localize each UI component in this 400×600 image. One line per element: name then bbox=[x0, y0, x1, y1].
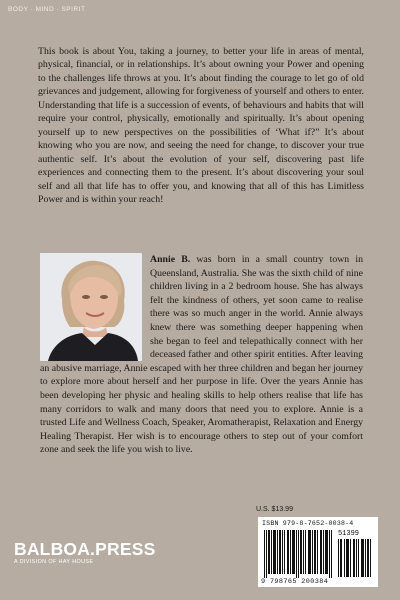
price-label: U.S. $13.99 bbox=[256, 506, 293, 513]
barcode-digits: 9 798765 200384 bbox=[261, 578, 329, 586]
publisher-name: BALBOA.PRESS bbox=[14, 539, 156, 559]
main-barcode-bars bbox=[264, 530, 334, 583]
publisher-logo bbox=[14, 540, 155, 565]
genre-label: BODY · MIND · SPIRIT bbox=[8, 6, 86, 13]
publisher-tagline: A DIVISION OF HAY HOUSE bbox=[14, 559, 94, 565]
book-description: This book is about You, taking a journey, to better your life in areas of mental, physical, financial, or in relationships. It’s about owning your Power and opening to the challenges life throws at you. It’s about finding the courage to let go of old grievances and judgement, allowing for forgiveness of yourself and others to enter. Understanding that life is a succession of events, of behaviours and habits that will require your control, physically, emotionally and spiritually. It’s about opening yourself up to new perspectives on the possibilities of ‘What if?” It’s about knowing who you are now, and seeing the need for change, to discover your true authentic self. It’s about the evolution of your self, discovering past life experiences and connecting them to the present. It’s about discovering your soul self and all that life has to offer you, and knowing that all of this has Limitless Power and is within your reach! bbox=[38, 46, 364, 205]
addon-code: 51399 bbox=[338, 530, 360, 538]
addon-barcode-bars bbox=[338, 539, 372, 582]
isbn-number: ISBN 979-8-7652-0038-4 bbox=[262, 520, 354, 527]
author-bio: was born in a small country town in Queensland, Australia. She was the sixth child of nine children living in a 2 bedroom house. She has always felt the kindness of others, yet soon came to realise there was so much anger in the world. Annie always knew there was something deeper happening when she began to feel and telepathically connect with her deceased father and other spirit entities. After leaving an abusive marriage, Annie escaped with her three children and began her journey to explore more about herself and her purpose in life. Over the years Annie has been developing her physic and healing skills to help others realise that life has many corridors to walk and many doors that need you to explore. Annie is a trusted Life and Wellness Coach, Speaker, Aromatherapist, Relaxation and Energy Healing Therapist. Her wish is to encourage others to step out of your comfort zone and seek the life you wish to live. bbox=[40, 254, 363, 456]
author-photo bbox=[40, 253, 142, 361]
author-name: Annie B. bbox=[150, 254, 191, 265]
isbn-barcode bbox=[258, 517, 378, 587]
